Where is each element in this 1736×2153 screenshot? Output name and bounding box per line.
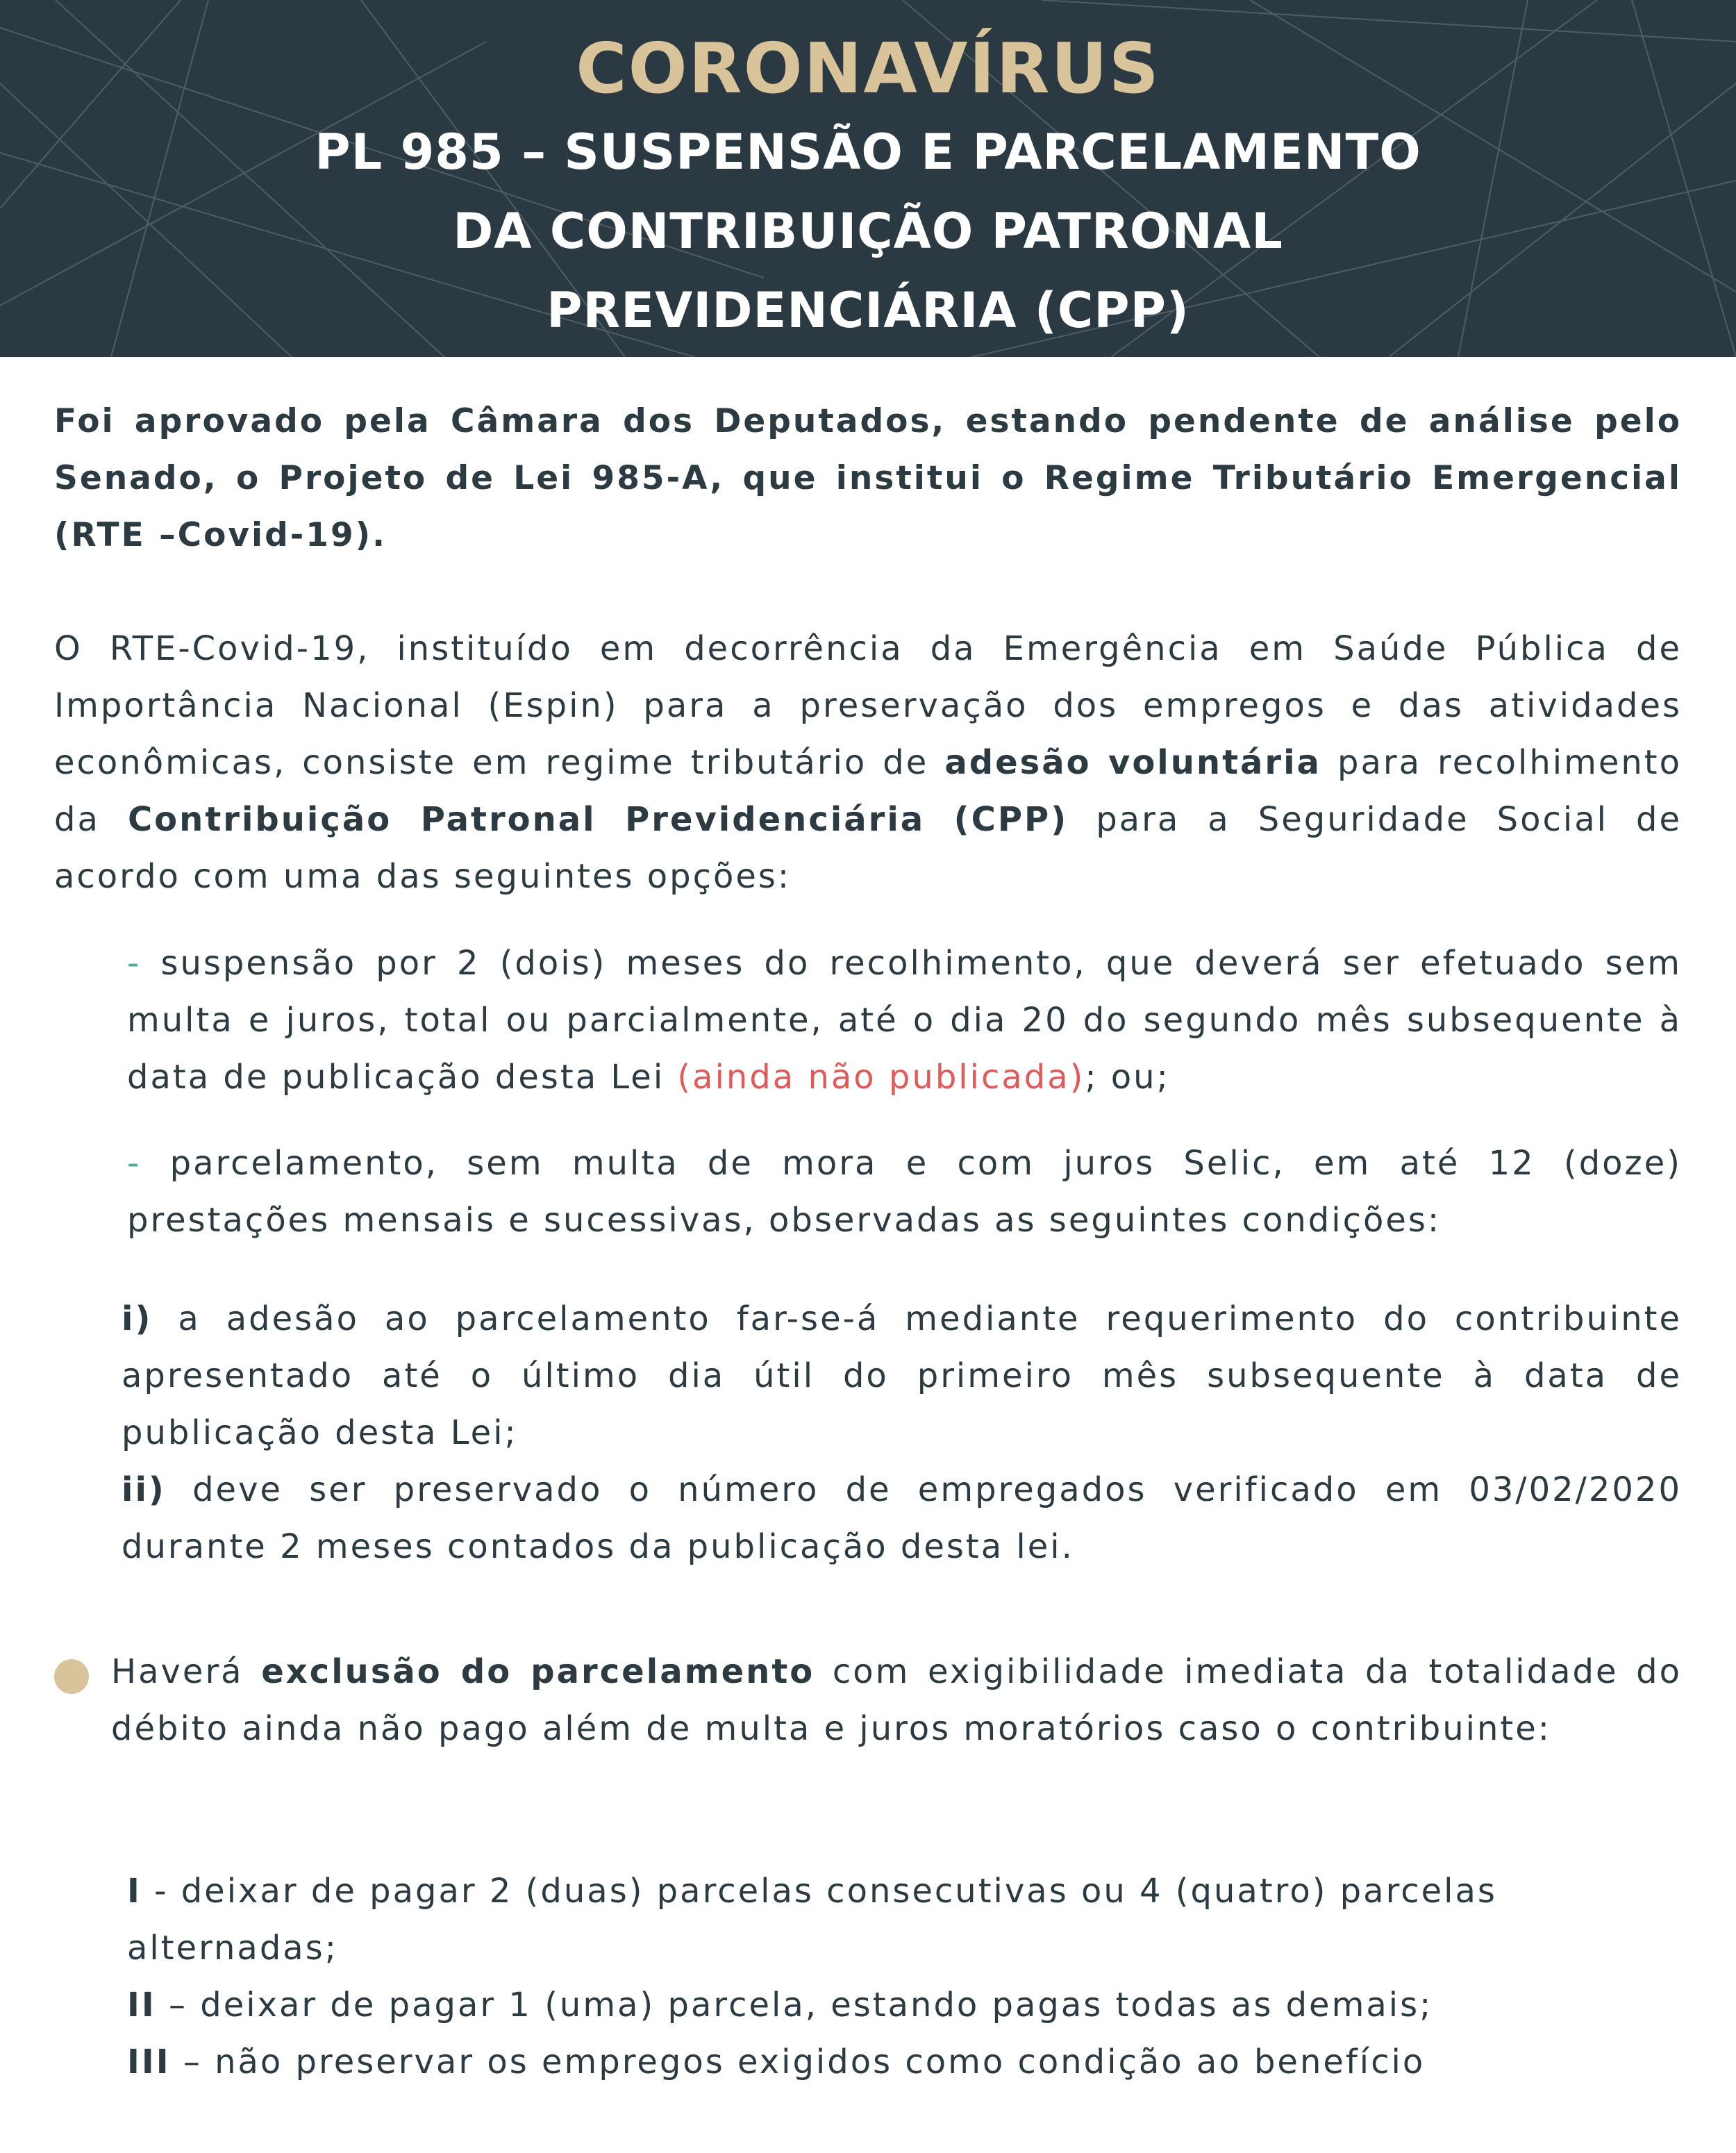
page-subtitle-line-2: DA CONTRIBUIÇÃO PATRONAL [453, 203, 1283, 260]
header-banner [0, 0, 1736, 357]
exclusion-item-label: III [127, 2043, 171, 2081]
description-bold-cpp: Contribuição Patronal Previdenciária (CPP) [127, 800, 1069, 839]
description-text-2: para recolhimento da [54, 743, 1682, 839]
option-suspension-highlight: (ainda não publicada) [677, 1058, 1085, 1097]
option-installment-text: parcelamento, sem multa de mora e com juros Selic, em até 12 (doze) prestações mensais e sucessivas, observadas as seguintes condições: [127, 1144, 1682, 1240]
exclusion-item-text: – não preservar os empregos exigidos como condição ao benefício [170, 2043, 1426, 2081]
exclusion-item-text: – deixar de pagar 1 (uma) parcela, estando pagas todas as demais; [156, 1986, 1433, 2025]
page-title: CORONAVÍRUS [576, 28, 1160, 109]
condition-item [122, 1290, 1682, 1461]
condition-text: deve ser preservado o número de empregados verificado em 03/02/2020 durante 2 meses contados da publicação desta lei. [122, 1470, 1682, 1566]
option-dash: - [127, 1144, 142, 1183]
option-suspension [127, 935, 1682, 1106]
condition-label: i) [122, 1299, 153, 1338]
condition-label: ii) [122, 1470, 166, 1509]
option-suspension-tail: ; ou; [1085, 1058, 1170, 1097]
exclusion-item [127, 2034, 1682, 2090]
exclusion-bold: exclusão do parcelamento [261, 1652, 815, 1691]
conditions-list [122, 1290, 1682, 1575]
exclusion-item-text: - deixar de pagar 2 (duas) parcelas consecutivas ou 4 (quatro) parcelas alternadas; [127, 1872, 1497, 1968]
exclusion-item-label: II [127, 1986, 156, 2025]
page-subtitle-line-3: PREVIDENCIÁRIA (CPP) [546, 282, 1190, 339]
description-bold-voluntary: adesão voluntária [944, 743, 1321, 782]
option-installment [127, 1135, 1682, 1249]
bullet-dot-icon [54, 1659, 89, 1694]
option-dash: - [127, 944, 142, 983]
condition-text: a adesão ao parcelamento far-se-á mediante requerimento do contribuinte apresentado até o último dia útil do primeiro mês subsequente à data de publicação desta Lei; [122, 1299, 1682, 1452]
exclusion-paragraph [111, 1643, 1682, 1757]
exclusion-item [127, 1863, 1682, 1977]
page-subtitle-line-1: PL 985 – SUSPENSÃO E PARCELAMENTO [315, 124, 1421, 181]
condition-item [122, 1461, 1682, 1575]
description-text-1: O RTE-Covid-19, instituído em decorrência da Emergência em Saúde Pública de Importância Nacional (Espin) para a preservação dos empregos e das atividades econômicas, consiste em regime tributário de [54, 629, 1682, 782]
exclusion-items-list [127, 1863, 1682, 2090]
exclusion-item-label: I [127, 1872, 142, 1911]
description-text-3: para a Seguridade Social de acordo com uma das seguintes opções: [54, 800, 1683, 896]
exclusion-text-2: com exigibilidade imediata da totalidade do débito ainda não pago além de multa e juros moratórios caso o contribuinte: [111, 1652, 1682, 1748]
intro-paragraph: Foi aprovado pela Câmara dos Deputados, estando pendente de análise pelo Senado, o Projeto de Lei 985-A, que institui o Regime Tributário Emergencial (RTE –Covid-19). [54, 402, 1682, 554]
description-paragraph [54, 620, 1682, 905]
option-suspension-text: suspensão por 2 (dois) meses do recolhimento, que deverá ser efetuado sem multa e juros, total ou parcialmente, até o dia 20 do segundo mês subsequente à data de publicação desta Lei [127, 944, 1682, 1097]
exclusion-item [127, 1977, 1682, 2034]
exclusion-text-1: Haverá [111, 1652, 262, 1691]
